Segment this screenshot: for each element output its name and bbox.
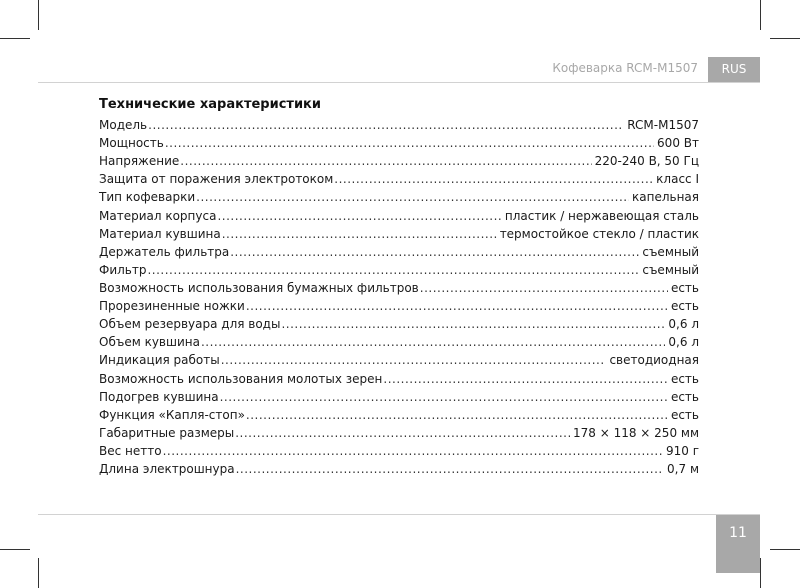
spec-label: Модель <box>99 118 148 132</box>
dot-leader <box>165 136 654 150</box>
spec-label: Возможность использования бумажных фильтров <box>99 280 419 295</box>
spec-label: Подогрев кувшина <box>99 389 219 404</box>
spec-value: съемный <box>642 262 699 277</box>
spec-label: Фильтр <box>99 262 147 277</box>
spec-row-paper-filters <box>99 281 699 299</box>
dot-leader <box>222 227 497 241</box>
spec-row-coffee-maker-type <box>99 190 699 208</box>
crop-mark-left-top <box>0 38 30 39</box>
dot-leader <box>235 426 570 440</box>
spec-row-jug-volume <box>99 335 699 353</box>
dot-leader <box>220 390 668 404</box>
page-number: 11 <box>716 515 760 573</box>
spec-value: капельная <box>632 190 699 205</box>
spec-label: Прорезиненные ножки <box>99 299 245 314</box>
dot-leader <box>201 335 665 349</box>
spec-label: Возможность использования молотых зерен <box>99 371 383 386</box>
spec-value: есть <box>670 389 699 404</box>
spec-row-indicator <box>99 353 699 371</box>
crop-mark-top-right <box>760 0 761 30</box>
dot-leader <box>246 408 668 422</box>
dot-leader <box>217 209 501 223</box>
spec-row-water-tank-volume <box>99 317 699 335</box>
spec-row-power <box>99 136 699 154</box>
crop-mark-top-left <box>38 0 39 30</box>
spec-row-ground-coffee <box>99 372 699 390</box>
crop-mark-left-bottom <box>0 549 30 550</box>
spec-label: Материал кувшина <box>99 226 221 241</box>
dot-leader <box>221 353 607 367</box>
spec-row-body-material <box>99 209 699 227</box>
spec-row-drip-stop <box>99 408 699 426</box>
spec-row-dimensions <box>99 426 699 444</box>
spec-value: 0,6 л <box>668 317 699 332</box>
spec-label: Материал корпуса <box>99 208 217 223</box>
dot-leader <box>281 317 665 331</box>
spec-row-rubber-feet <box>99 299 699 317</box>
language-tab: RUS <box>708 57 760 82</box>
spec-value: 600 Вт <box>657 136 699 151</box>
spec-value: 178 × 118 × 250 мм <box>573 425 699 440</box>
crop-mark-bottom-left <box>38 558 39 588</box>
spec-label: Напряжение <box>99 154 180 169</box>
header-divider <box>38 82 760 83</box>
dot-leader <box>147 263 639 277</box>
spec-label: Объем кувшина <box>99 335 200 350</box>
spec-row-cord-length <box>99 462 699 480</box>
spec-row-voltage <box>99 154 699 172</box>
spec-label: Габаритные размеры <box>99 425 235 440</box>
spec-value: есть <box>670 299 699 314</box>
dot-leader <box>180 154 591 168</box>
crop-mark-right-bottom <box>770 549 800 550</box>
spec-row-net-weight <box>99 444 699 462</box>
spec-label: Длина электрошнура <box>99 462 235 477</box>
spec-value: 220-240 В, 50 Гц <box>594 154 699 169</box>
spec-row-jug-material <box>99 227 699 245</box>
spec-value: термостойкое стекло / пластик <box>499 226 699 241</box>
spec-value: 0,7 м <box>667 462 699 477</box>
crop-mark-bottom-right <box>760 558 761 588</box>
running-head: Кофеварка RCM-M1507 <box>552 61 698 75</box>
spec-label: Защита от поражения электротоком <box>99 172 334 187</box>
spec-label: Вес нетто <box>99 443 162 458</box>
section-title: Технические характеристики <box>99 97 321 112</box>
spec-list <box>99 118 699 480</box>
spec-row-model <box>99 118 699 136</box>
spec-value: пластик / нержавеющая сталь <box>504 208 699 223</box>
dot-leader <box>334 172 653 186</box>
dot-leader <box>230 245 639 259</box>
dot-leader <box>148 118 624 132</box>
spec-value: класс I <box>656 172 699 187</box>
spec-value: съемный <box>642 244 699 259</box>
dot-leader <box>163 444 663 458</box>
footer-divider <box>38 514 760 515</box>
spec-label: Индикация работы <box>99 353 220 368</box>
spec-label: Держатель фильтра <box>99 244 230 259</box>
dot-leader <box>246 299 668 313</box>
dot-leader <box>236 462 664 476</box>
crop-mark-right-top <box>770 38 800 39</box>
spec-label: Мощность <box>99 136 164 151</box>
spec-value: есть <box>670 407 699 422</box>
spec-row-filter-holder <box>99 245 699 263</box>
spec-value: RCM-M1507 <box>627 118 699 132</box>
spec-row-shock-protection <box>99 172 699 190</box>
dot-leader <box>383 372 668 386</box>
spec-value: светодиодная <box>609 353 699 368</box>
spec-value: есть <box>670 280 699 295</box>
dot-leader <box>196 190 629 204</box>
spec-label: Объем резервуара для воды <box>99 317 281 332</box>
dot-leader <box>420 281 668 295</box>
spec-value: есть <box>670 371 699 386</box>
spec-row-filter <box>99 263 699 281</box>
spec-label: Тип кофеварки <box>99 190 196 205</box>
spec-label: Функция «Капля-стоп» <box>99 407 245 422</box>
spec-value: 0,6 л <box>668 335 699 350</box>
spec-row-jug-warming <box>99 390 699 408</box>
spec-value: 910 г <box>665 443 699 458</box>
